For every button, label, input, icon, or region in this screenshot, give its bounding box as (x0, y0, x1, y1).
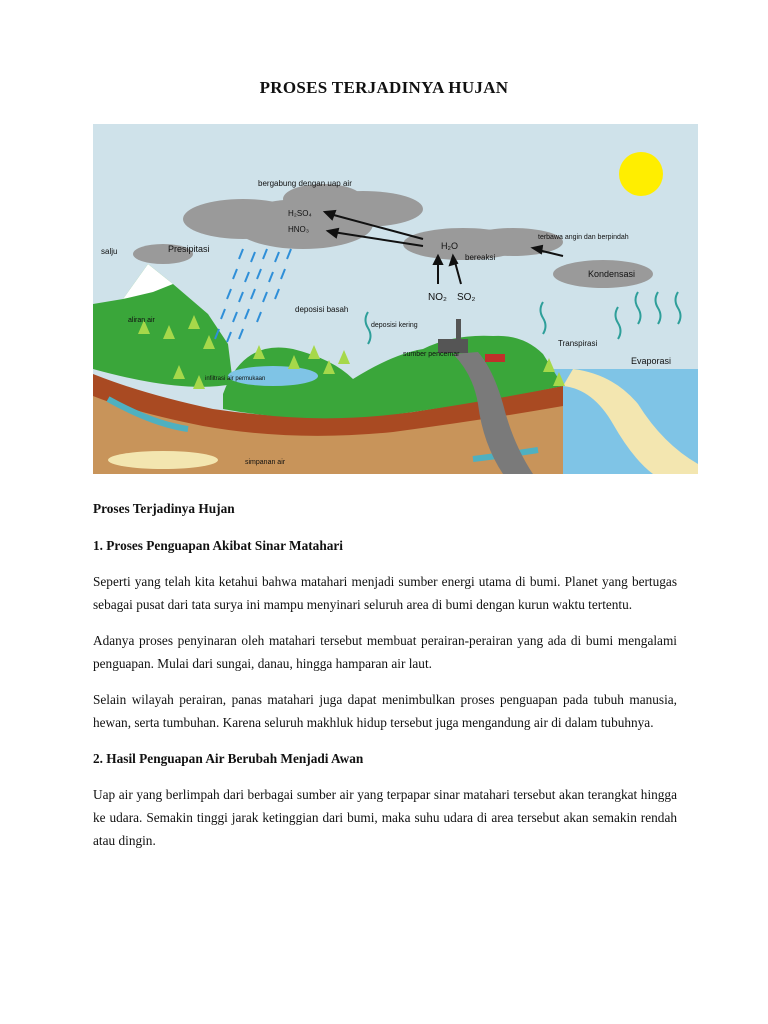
label-deposisi-basah: deposisi basah (295, 305, 349, 314)
label-bereaksi: bereaksi (465, 253, 496, 262)
paragraph-3: Selain wilayah perairan, panas matahari juga dapat menimbulkan proses penguapan pada tubuh manusia, hewan, serta tumbuhan. Karena seluruh makhluk hidup tersebut juga mengandung air di dalam tubuhnya. (93, 692, 677, 730)
label-transpirasi: Transpirasi (558, 339, 598, 348)
label-h2so4: H₂SO₄ (288, 209, 312, 218)
underground-pool (108, 451, 218, 469)
label-bergabung: bergabung dengan uap air (258, 179, 352, 188)
paragraph-2: Adanya proses penyinaran oleh matahari tersebut membuat perairan-perairan yang ada di bumi mengalami penguapan. Mulai dari sungai, danau, hingga hamparan air laut. (93, 633, 677, 671)
document-title: PROSES TERJADINYA HUJAN (259, 78, 509, 97)
rain-process-illustration (93, 124, 698, 474)
document-body (93, 497, 677, 852)
label-terbawa: terbawa angin dan berpindah (538, 234, 629, 241)
subtitle: Proses Terjadinya Hujan (93, 501, 235, 516)
section-1-heading: 1. Proses Penguapan Akibat Sinar Matahari (93, 538, 343, 553)
label-no2: NO₂ (428, 292, 447, 303)
section-2-heading: 2. Hasil Penguapan Air Berubah Menjadi Awan (93, 751, 364, 766)
paragraph-1: Seperti yang telah kita ketahui bahwa matahari menjadi sumber energi utama di bumi. Planet yang bertugas sebagai pusat dari tata surya ini mampu menyinari seluruh area di bumi dengan kurun waktu tertentu. (93, 574, 677, 612)
label-aliran-air: aliran air (128, 317, 155, 324)
car (485, 354, 505, 362)
label-salju: salju (101, 247, 118, 256)
paragraph-4: Uap air yang berlimpah dari berbagai sumber air yang terpapar sinar matahari tersebut akan terangkat hingga ke udara. Semakin tinggi jarak ketinggian dari bumi, maka suhu udara di area tersebut akan semakin rendah atau dingin. (93, 787, 677, 848)
sun-icon (619, 152, 663, 196)
label-presipitasi: Presipitasi (168, 244, 210, 254)
factory-chimney (456, 319, 461, 339)
label-simpanan: simpanan air (245, 459, 286, 466)
label-hno3: HNO₃ (288, 225, 310, 234)
water-cycle-diagram (93, 124, 698, 474)
label-infiltrasi: infiltrasi air permukaan (205, 376, 266, 382)
label-kondensasi: Kondensasi (588, 269, 636, 279)
label-deposisi-kering: deposisi kering (371, 322, 418, 329)
label-sumber-pencemar: sumber pencemar (403, 351, 460, 358)
label-h2o: H₂O (441, 241, 458, 251)
label-so2: SO₂ (457, 292, 476, 303)
label-evaporasi: Evaporasi (631, 356, 672, 366)
